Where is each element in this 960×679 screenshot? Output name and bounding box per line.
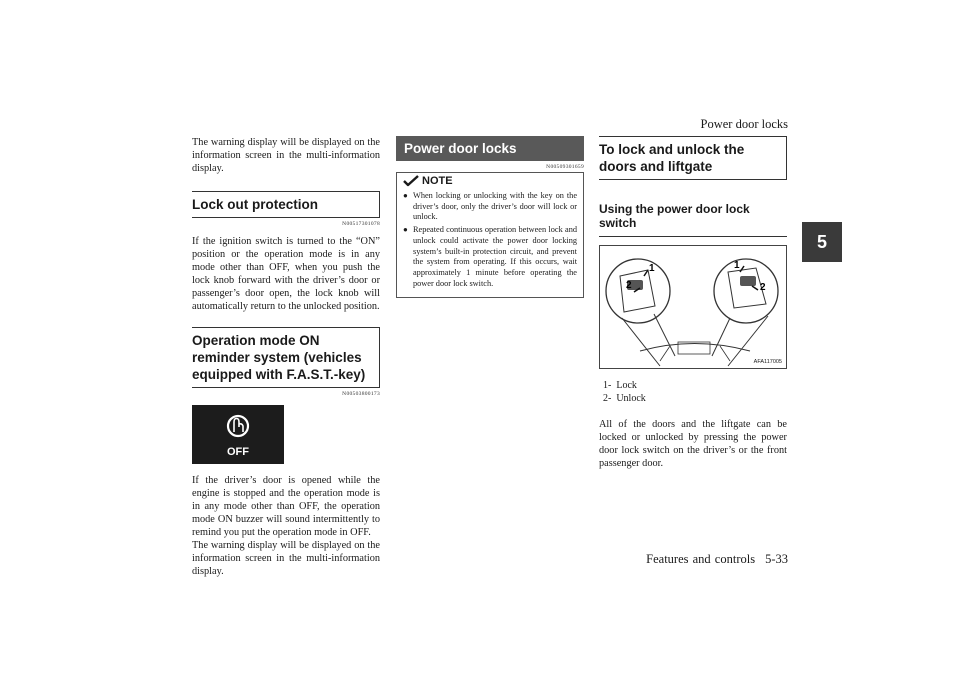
callout-unlock-right: 2 <box>760 282 766 293</box>
column-right <box>599 136 787 470</box>
page-number: 5-33 <box>765 552 788 566</box>
reminder-code: N00503800173 <box>342 391 380 397</box>
power-door-locks-heading: Power door locks <box>396 136 584 161</box>
lock-switch-paragraph: All of the doors and the liftgate can be locked or unlocked by pressing the power door lock switch on the driver’s or the front passenger door. <box>599 419 787 469</box>
reminder-heading: Operation mode ON reminder system (vehicles equipped with F.A.S.T.-key) <box>192 327 380 388</box>
note-header <box>403 175 577 187</box>
note-title: NOTE <box>422 175 453 187</box>
lockout-code: N00517301078 <box>342 221 380 227</box>
callout-lock-left: 1 <box>649 263 655 274</box>
bullet-icon: ● <box>403 225 408 235</box>
chapter-tab <box>802 222 842 262</box>
page-footer <box>646 552 788 567</box>
lockout-heading: Lock out protection <box>192 191 380 218</box>
chapter-number: 5 <box>816 231 827 252</box>
figure-code: AFA117005 <box>753 359 782 365</box>
callout-lock-right: 1 <box>734 260 740 271</box>
bullet-icon: ● <box>403 191 408 200</box>
note-item: ● When locking or unlocking with the key on the driver’s door, only the driver’s door will lock or unlock. <box>403 191 577 222</box>
column-left <box>192 136 380 578</box>
door-panel-illustration <box>600 246 787 369</box>
power-door-locks-code: N00509301659 <box>546 164 584 170</box>
legend-item-lock: 1- Lock <box>603 380 637 391</box>
lock-switch-subheading: Using the power door lock switch <box>599 202 787 237</box>
intro-paragraph: The warning display will be displayed on the information screen in the multi-information display. <box>192 137 380 174</box>
lockout-paragraph: If the ignition switch is turned to the “ON” position or the operation mode is in any mode other than OFF, when you push the lock knob forward with the driver’s door or passenger’s door open, the lock knob will automatically return to the unlocked position. <box>192 236 380 312</box>
footer-section: Features and controls <box>646 552 756 566</box>
door-lock-switch-figure <box>599 245 787 369</box>
operation-mode-off-icon <box>192 405 284 464</box>
figure-legend <box>599 379 787 405</box>
column-middle <box>396 136 584 298</box>
running-header: Power door locks <box>700 117 788 131</box>
checkmark-icon <box>403 175 419 187</box>
off-icon-label: OFF <box>227 446 249 458</box>
lock-unlock-heading: To lock and unlock the doors and liftgate <box>599 136 787 180</box>
legend-item-unlock: 2- Unlock <box>603 393 646 404</box>
callout-unlock-left: 2 <box>626 280 632 291</box>
note-list <box>403 191 577 289</box>
reminder-paragraph-2: The warning display will be displayed on the information screen in the multi-information display. <box>192 540 380 577</box>
note-box <box>396 172 584 298</box>
reminder-paragraph-1: If the driver’s door is opened while the engine is stopped and the operation mode is in any mode other than OFF, the operation mode ON buzzer will sound intermittently to remind you put the operation mode in OFF. <box>192 475 380 538</box>
note-item: ● Repeated continuous operation between lock and unlock could activate the power door locking system’s built-in protection circuit, and prevent the system from operating. If this occurs, wait approximately 1 minute before operating the power door lock switch. <box>403 225 577 288</box>
